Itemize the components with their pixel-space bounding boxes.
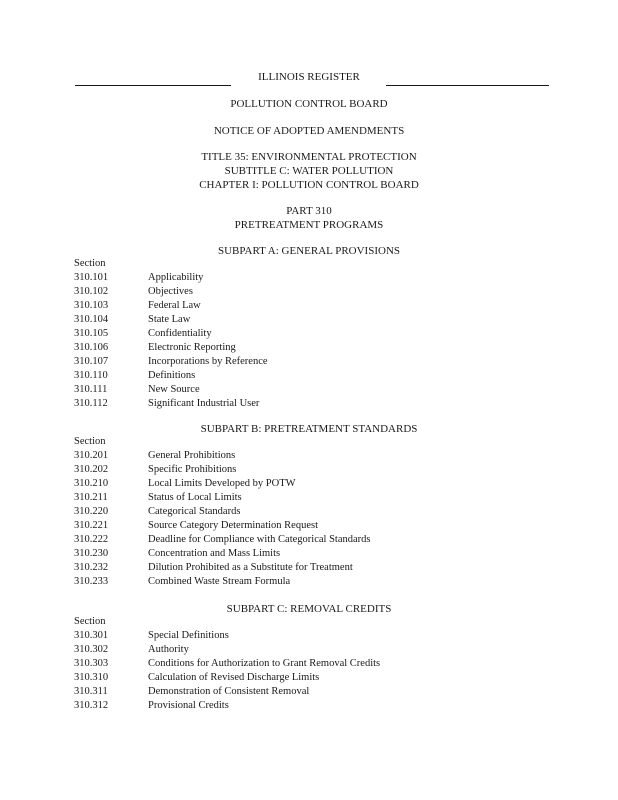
table-row xyxy=(74,643,544,657)
section-title: Concentration and Mass Limits xyxy=(148,548,281,559)
section-number: 310.110 xyxy=(74,370,108,381)
section-number: 310.312 xyxy=(74,700,109,711)
table-row xyxy=(74,327,544,341)
part-title: PRETREATMENT PROGRAMS xyxy=(234,219,384,231)
section-title: Special Definitions xyxy=(148,630,229,641)
section-number: 310.210 xyxy=(74,478,109,489)
table-row xyxy=(74,463,544,477)
table-row xyxy=(74,369,544,383)
section-number: 310.102 xyxy=(74,286,109,297)
table-row xyxy=(74,271,544,285)
section-number: 310.230 xyxy=(74,548,109,559)
table-row xyxy=(74,533,544,547)
subpart-a-heading: SUBPART A: GENERAL PROVISIONS xyxy=(218,245,400,257)
table-row xyxy=(74,519,544,533)
section-number: 310.107 xyxy=(74,356,109,367)
section-title: Authority xyxy=(148,644,189,655)
section-title: General Prohibitions xyxy=(148,450,236,461)
section-title: Definitions xyxy=(148,370,196,381)
table-row xyxy=(74,341,544,355)
subpart-a-sections xyxy=(74,257,544,411)
section-number: 310.220 xyxy=(74,506,109,517)
section-number: 310.104 xyxy=(74,314,109,325)
table-row xyxy=(74,285,544,299)
section-label: Section xyxy=(74,616,106,627)
section-number: 310.233 xyxy=(74,576,109,587)
section-title: Electronic Reporting xyxy=(148,342,236,353)
section-title: Status of Local Limits xyxy=(148,492,242,503)
header-rule-left xyxy=(75,85,231,86)
section-label: Section xyxy=(74,258,106,269)
section-number: 310.222 xyxy=(74,534,109,545)
section-title: Deadline for Compliance with Categorical Standards xyxy=(148,534,371,545)
table-row xyxy=(74,657,544,671)
table-row xyxy=(74,477,544,491)
section-number: 310.202 xyxy=(74,464,109,475)
subpart-c-heading: SUBPART C: REMOVAL CREDITS xyxy=(226,603,392,615)
table-row xyxy=(74,685,544,699)
section-number: 310.103 xyxy=(74,300,109,311)
title-line-3: CHAPTER I: POLLUTION CONTROL BOARD xyxy=(199,179,419,191)
section-number: 310.232 xyxy=(74,562,109,573)
title-line-2: SUBTITLE C: WATER POLLUTION xyxy=(224,165,394,177)
section-number: 310.211 xyxy=(74,492,108,503)
table-row xyxy=(74,547,544,561)
section-number: 310.301 xyxy=(74,630,109,641)
subpart-c-sections xyxy=(74,615,544,713)
title-line-1: TITLE 35: ENVIRONMENTAL PROTECTION xyxy=(201,151,417,163)
header-rule-right xyxy=(386,85,549,86)
table-row xyxy=(74,699,544,713)
section-number: 310.201 xyxy=(74,450,109,461)
section-number: 310.111 xyxy=(74,384,108,395)
part-number: PART 310 xyxy=(286,205,332,217)
table-row xyxy=(74,383,544,397)
section-label: Section xyxy=(74,436,106,447)
table-row xyxy=(74,561,544,575)
section-number: 310.106 xyxy=(74,342,109,353)
table-row xyxy=(74,505,544,519)
table-row xyxy=(74,575,544,589)
section-number: 310.303 xyxy=(74,658,109,669)
subpart-b-sections xyxy=(74,435,544,589)
section-number: 310.112 xyxy=(74,398,108,409)
section-title: Confidentiality xyxy=(148,328,212,339)
section-title: Source Category Determination Request xyxy=(148,520,318,531)
section-title: New Source xyxy=(148,384,200,395)
section-number: 310.105 xyxy=(74,328,109,339)
section-title: Objectives xyxy=(148,286,193,297)
notice-title: NOTICE OF ADOPTED AMENDMENTS xyxy=(213,125,405,137)
register-title: ILLINOIS REGISTER xyxy=(258,71,360,83)
section-title: Conditions for Authorization to Grant Removal Credits xyxy=(148,658,381,669)
table-row xyxy=(74,355,544,369)
section-title: Incorporations by Reference xyxy=(148,356,268,367)
table-row xyxy=(74,397,544,411)
section-number: 310.302 xyxy=(74,644,109,655)
section-title: Significant Industrial User xyxy=(148,398,260,409)
section-title: Dilution Prohibited as a Substitute for Treatment xyxy=(148,562,353,573)
board-name: POLLUTION CONTROL BOARD xyxy=(230,98,388,110)
section-number: 310.221 xyxy=(74,520,109,531)
section-number: 310.310 xyxy=(74,672,109,683)
table-row xyxy=(74,449,544,463)
section-title: Federal Law xyxy=(148,300,201,311)
table-row xyxy=(74,671,544,685)
section-number: 310.311 xyxy=(74,686,108,697)
table-row xyxy=(74,629,544,643)
section-title: Demonstration of Consistent Removal xyxy=(148,686,310,697)
section-title: Applicability xyxy=(148,272,204,283)
table-row xyxy=(74,491,544,505)
subpart-b-heading: SUBPART B: PRETREATMENT STANDARDS xyxy=(200,423,418,435)
section-title: Calculation of Revised Discharge Limits xyxy=(148,672,320,683)
section-title: Categorical Standards xyxy=(148,506,241,517)
section-title: Provisional Credits xyxy=(148,700,229,711)
table-row xyxy=(74,313,544,327)
table-row xyxy=(74,299,544,313)
section-title: Specific Prohibitions xyxy=(148,464,237,475)
section-title: Combined Waste Stream Formula xyxy=(148,576,291,587)
section-title: Local Limits Developed by POTW xyxy=(148,478,296,489)
section-number: 310.101 xyxy=(74,272,109,283)
section-title: State Law xyxy=(148,314,191,325)
